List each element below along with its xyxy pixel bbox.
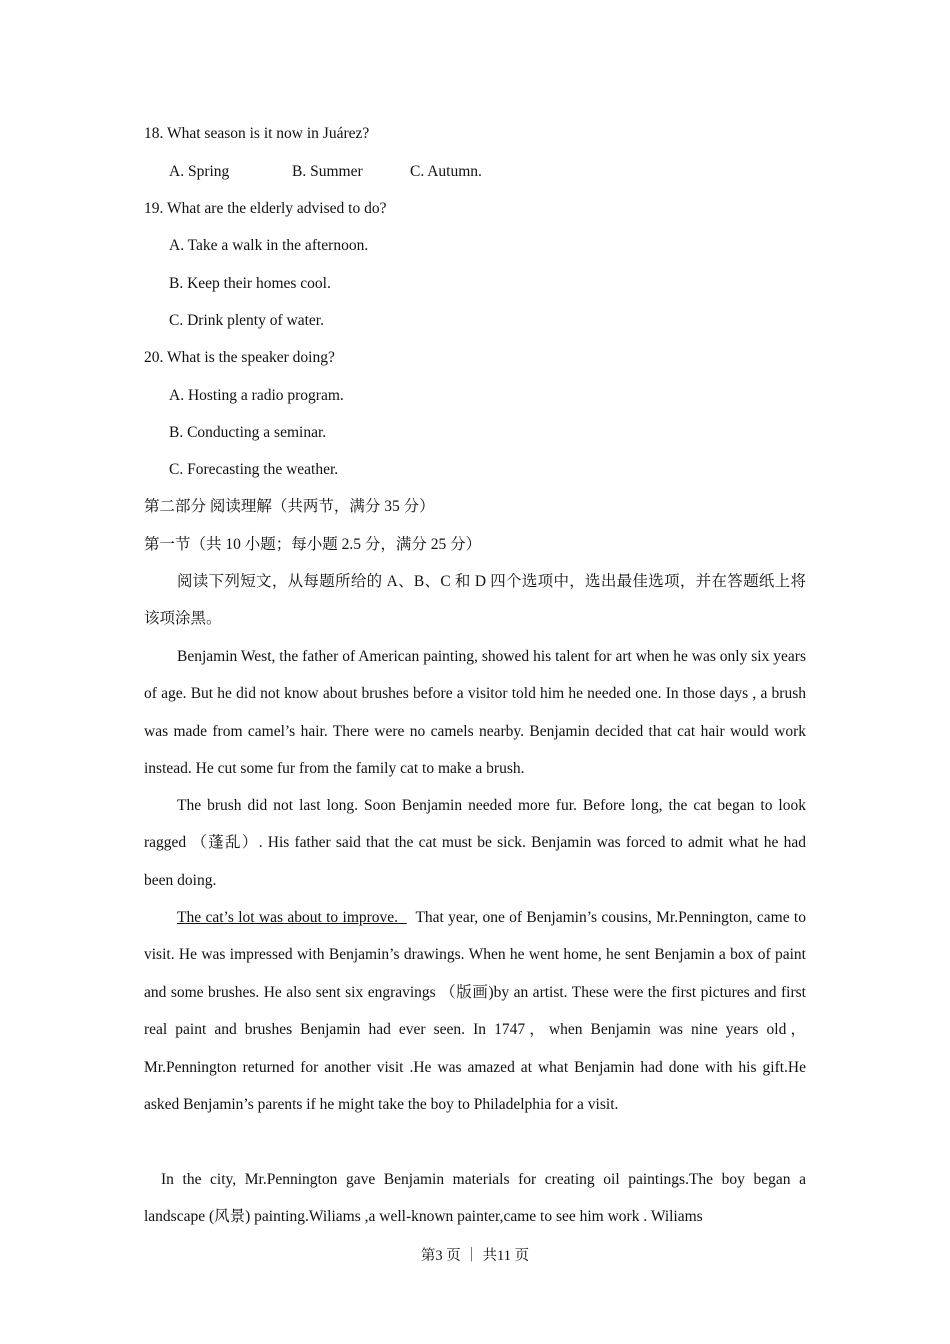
- instructions: 阅读下列短文，从每题所给的 A、B、C 和 D 四个选项中，选出最佳选项，并在答题纸上将该项涂黑。: [144, 573, 806, 628]
- passage-paragraph-4: In the city, Mr.Pennington gave Benjamin materials for creating oil paintings.The boy began a landscape (风景) painting.Wiliams ,a well-known painter,came to see him work . Wiliams: [144, 1171, 806, 1226]
- option-b: B. Keep their homes cool.: [169, 275, 331, 292]
- option-b: B. Conducting a seminar.: [169, 424, 327, 441]
- option-c: C. Autumn.: [410, 163, 482, 180]
- passage-paragraph-2: The brush did not last long. Soon Benjamin needed more fur. Before long, the cat began to look ragged （蓬乱）. His father said that the cat must be sick. Benjamin was forced to admit what he had been doing.: [144, 797, 806, 889]
- option-a: A. Take a walk in the afternoon.: [169, 237, 369, 254]
- question-18-stem: 18. What season is it now in Juárez?: [144, 125, 370, 142]
- passage-paragraph-1: Benjamin West, the father of American painting, showed his talent for art when he was only six years of age. But he did not know about brushes before a visitor told him he needed one. In those days , a brush was made from camel’s hair. There were no camels nearby. Benjamin decided that cat hair would work instead. He cut some fur from the family cat to make a brush.: [144, 648, 806, 778]
- option-c: C. Drink plenty of water.: [169, 312, 324, 329]
- page-footer: 第3 页 ｜ 共11 页: [420, 1248, 530, 1264]
- option-c: C. Forecasting the weather.: [169, 461, 339, 478]
- section-heading: 第一节（共 10 小题；每小题 2.5 分，满分 25 分）: [144, 536, 482, 553]
- option-b: B. Summer: [292, 163, 363, 180]
- option-a: A. Spring: [169, 163, 230, 180]
- option-a: A. Hosting a radio program.: [169, 387, 344, 404]
- paragraph-text: That year, one of Benjamin’s cousins, Mr.Pennington, came to visit. He was impressed with Benjamin’s drawings. When he went home, he sent Benjamin a box of paint and some brushes. He also sent six engravings （版画)by an artist. These were the first pictures and first real paint and brushes Benjamin had ever seen. In 1747，when Benjamin was nine years old，Mr.Pennington returned for another visit .He was amazed at what Benjamin had done with his gift.He asked Benjamin’s parents if he might take the boy to Philadelphia for a visit.: [144, 909, 806, 1114]
- underlined-sentence: The cat’s lot was about to improve.: [177, 909, 399, 926]
- question-19-stem: 19. What are the elderly advised to do?: [144, 200, 387, 217]
- part-heading: 第二部分 阅读理解（共两节，满分 35 分）: [144, 498, 435, 515]
- passage-paragraph-3: [144, 899, 806, 1123]
- question-20-stem: 20. What is the speaker doing?: [144, 349, 335, 366]
